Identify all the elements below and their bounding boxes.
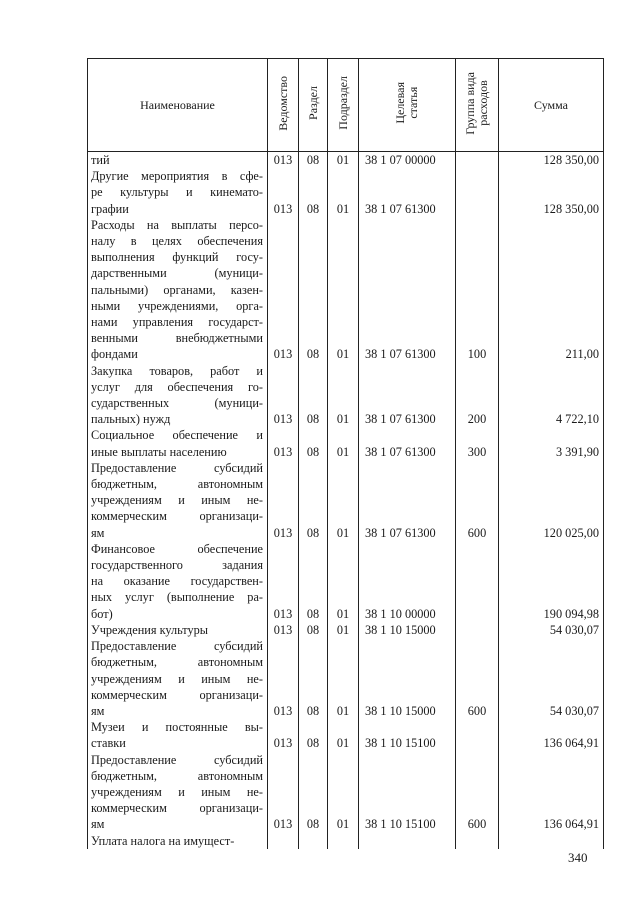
cell-summa: 128 350,00 [499,152,604,169]
cell-razdel: 08 [299,152,328,169]
header-summa-label: Сумма [534,97,568,112]
cell-name-line: бюджетным, автономным [91,477,263,492]
table-row [88,363,604,428]
cell-podrazdel: 01 [328,152,359,169]
cell-razdel: 08 [299,752,328,833]
cell-vedomstvo: 013 [268,541,299,622]
cell-celevaya-statya: 38 1 10 15100 [359,752,456,833]
cell-podrazdel: 01 [328,752,359,833]
cell-gruppa-vida: 200 [456,363,499,428]
cell-name [88,363,268,428]
cell-gruppa-vida [456,541,499,622]
cell-razdel: 08 [299,217,328,363]
cell-podrazdel: 01 [328,168,359,217]
cell-name [88,217,268,363]
header-celevaya-line1: Целевая [393,82,407,124]
cell-name-line: на оказание государствен- [91,574,263,589]
cell-celevaya-statya: 38 1 10 15100 [359,719,456,751]
cell-name [88,622,268,638]
cell-vedomstvo: 013 [268,638,299,719]
cell-name-line: налу в целях обеспечения [91,234,263,249]
cell-podrazdel: 01 [328,638,359,719]
cell-name-line: графии [91,201,129,216]
cell-razdel: 08 [299,638,328,719]
cell-vedomstvo: 013 [268,622,299,638]
cell-name-line: учреждениям и иным не- [91,784,263,799]
cell-name-line: тий [91,153,110,167]
cell-razdel: 08 [299,541,328,622]
table-row [88,541,604,622]
cell-name-line: сударственных (муници- [91,396,263,411]
header-vedomstvo [268,59,299,152]
header-podrazdel [328,59,359,152]
cell-name-line: фондами [91,347,138,362]
cell-name-line: Закупка товаров, работ и [91,363,263,378]
cell-celevaya-statya: 38 1 07 61300 [359,217,456,363]
cell-name-line: Предоставление субсидий [91,752,263,767]
cell-celevaya-statya: 38 1 10 15000 [359,622,456,638]
header-celevaya-statya [359,59,456,152]
cell-name [88,541,268,622]
cell-razdel: 08 [299,719,328,751]
cell-name-line: ными учреждениями, орга- [91,298,263,313]
table-row [88,168,604,217]
cell-summa: 54 030,07 [499,638,604,719]
cell-gruppa-vida: 600 [456,638,499,719]
cell-name [88,719,268,751]
cell-name-line: ставки [91,736,126,751]
cell-vedomstvo: 013 [268,719,299,751]
cell-name-line: Музеи и постоянные вы- [91,720,263,735]
cell-celevaya-statya: 38 1 07 61300 [359,363,456,428]
header-razdel [299,59,328,152]
cell-summa: 4 722,10 [499,363,604,428]
cell-name-line: бот) [91,606,113,621]
cell-name-line: Другие мероприятия в сфе- [91,169,263,184]
cell-name-line: пальных) нужд [91,412,171,427]
cell-vedomstvo: 013 [268,168,299,217]
cell-podrazdel: 01 [328,719,359,751]
cell-razdel: 08 [299,622,328,638]
cell-name-line: бюджетным, автономным [91,655,263,670]
cell-summa [499,833,604,849]
cell-vedomstvo: 013 [268,217,299,363]
cell-name [88,752,268,833]
cell-summa: 136 064,91 [499,719,604,751]
cell-name-line: Финансовое обеспечение [91,541,263,556]
table-header-row [88,59,604,152]
table-row [88,217,604,363]
table-row [88,622,604,638]
header-gruppa-line1: Группа вида [463,71,477,135]
cell-summa: 190 094,98 [499,541,604,622]
cell-razdel [299,833,328,849]
header-name-label: Наименование [140,97,215,112]
cell-razdel: 08 [299,427,328,459]
table-row [88,638,604,719]
cell-summa: 211,00 [499,217,604,363]
header-razdel-label: Раздел [305,86,320,120]
cell-vedomstvo: 013 [268,152,299,169]
header-gruppa-label [464,72,490,135]
cell-name-line: коммерческим организаци- [91,801,263,816]
cell-name-line: учреждениям и иным не- [91,493,263,508]
cell-razdel: 08 [299,363,328,428]
header-gruppa-vida [456,59,499,152]
cell-vedomstvo [268,833,299,849]
cell-name-line: Предоставление субсидий [91,460,263,475]
cell-name-line: иные выплаты населению [91,444,227,459]
cell-name-line: ям [91,525,105,540]
cell-name [88,152,268,169]
cell-celevaya-statya: 38 1 10 15000 [359,638,456,719]
cell-name-line: нами управления государст- [91,315,263,330]
cell-gruppa-vida: 300 [456,427,499,459]
cell-name-line: коммерческим организаци- [91,509,263,524]
header-summa [499,59,604,152]
cell-summa: 3 391,90 [499,427,604,459]
table-row [88,719,604,751]
table-row [88,152,604,169]
cell-vedomstvo: 013 [268,460,299,541]
cell-name-line: ре культуры и кинемато- [91,185,263,200]
page-number: 340 [568,850,588,865]
cell-summa: 136 064,91 [499,752,604,833]
cell-name-line: венными внебюджетными [91,331,263,346]
cell-celevaya-statya: 38 1 10 00000 [359,541,456,622]
cell-name-line: учреждениям и иным не- [91,671,263,686]
budget-table [87,58,604,849]
header-celevaya-line2: статья [406,87,420,119]
cell-vedomstvo: 013 [268,363,299,428]
cell-vedomstvo: 013 [268,752,299,833]
cell-name [88,638,268,719]
table-row [88,460,604,541]
cell-name-line: государственного задания [91,558,263,573]
table-body [88,152,604,849]
cell-razdel: 08 [299,168,328,217]
table-row [88,427,604,459]
cell-podrazdel: 01 [328,541,359,622]
header-name [88,59,268,152]
cell-gruppa-vida: 600 [456,460,499,541]
cell-name [88,427,268,459]
cell-celevaya-statya [359,833,456,849]
cell-name-line: Социальное обеспечение и [91,428,263,443]
cell-gruppa-vida [456,622,499,638]
cell-gruppa-vida [456,833,499,849]
cell-celevaya-statya: 38 1 07 61300 [359,427,456,459]
table-row [88,833,604,849]
cell-name [88,833,268,849]
cell-name-line: ных услуг (выполнение ра- [91,590,263,605]
cell-gruppa-vida: 100 [456,217,499,363]
cell-celevaya-statya: 38 1 07 00000 [359,152,456,169]
table-row [88,752,604,833]
cell-gruppa-vida [456,719,499,751]
cell-summa: 120 025,00 [499,460,604,541]
cell-razdel: 08 [299,460,328,541]
cell-podrazdel [328,833,359,849]
header-vedomstvo-label: Ведомство [275,75,290,131]
cell-name-line: ям [91,817,105,832]
cell-name-line: коммерческим организаци- [91,687,263,702]
cell-celevaya-statya: 38 1 07 61300 [359,460,456,541]
cell-gruppa-vida: 600 [456,752,499,833]
header-podrazdel-label: Подраздел [335,76,350,130]
cell-celevaya-statya: 38 1 07 61300 [359,168,456,217]
cell-name-line: Расходы на выплаты персо- [91,217,263,232]
cell-name-line: пальными) органами, казен- [91,282,263,297]
header-celevaya-label [394,82,420,124]
cell-vedomstvo: 013 [268,427,299,459]
cell-gruppa-vida [456,152,499,169]
cell-summa: 128 350,00 [499,168,604,217]
cell-name [88,168,268,217]
cell-name-line: выполнения функций госу- [91,250,263,265]
cell-podrazdel: 01 [328,460,359,541]
cell-podrazdel: 01 [328,622,359,638]
cell-name-line: ям [91,703,105,718]
cell-name-line: дарственными (муници- [91,266,263,281]
cell-name-line: услуг для обеспечения го- [91,379,263,394]
cell-podrazdel: 01 [328,427,359,459]
cell-gruppa-vida [456,168,499,217]
cell-name-line: бюджетным, автономным [91,768,263,783]
cell-name-line: Учреждения культуры [91,622,209,637]
cell-name-line: Уплата налога на имущест- [91,833,235,848]
cell-name-line: Предоставление субсидий [91,639,263,654]
cell-summa: 54 030,07 [499,622,604,638]
cell-podrazdel: 01 [328,363,359,428]
cell-podrazdel: 01 [328,217,359,363]
header-gruppa-line2: расходов [476,80,490,126]
cell-name [88,460,268,541]
